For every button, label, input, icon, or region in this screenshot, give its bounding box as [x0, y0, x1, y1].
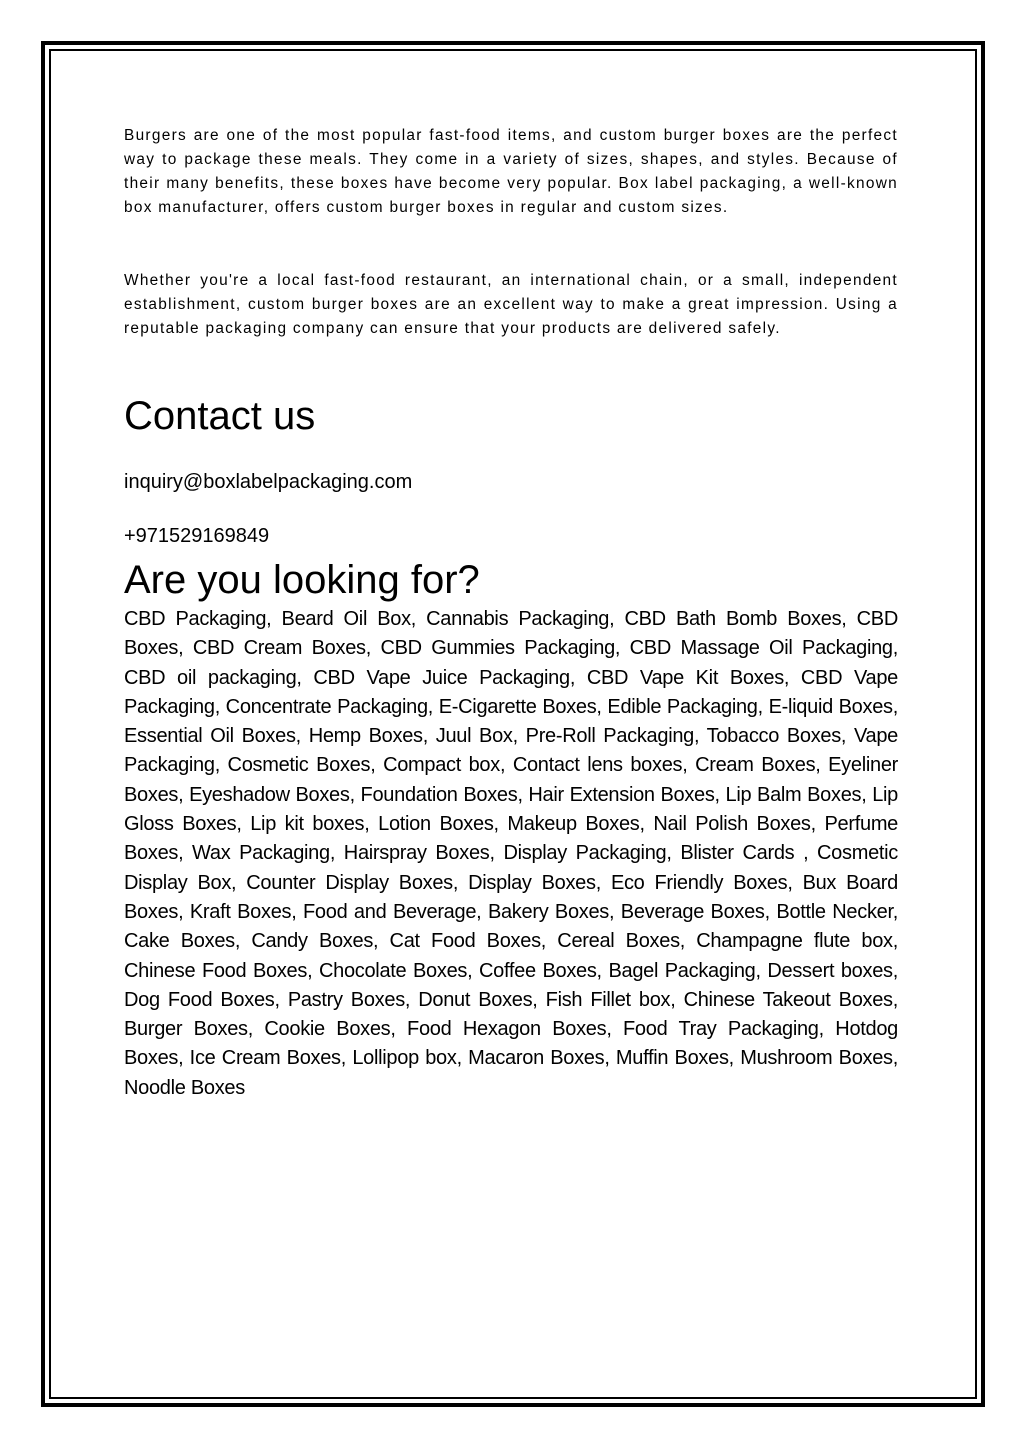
category-list: CBD Packaging, Beard Oil Box, Cannabis Packaging, CBD Bath Bomb Boxes, CBD Boxes, CBD Cream Boxes, CBD Gummies Packaging, CBD Massage Oil Packaging, CBD oil packaging, CBD Vape Juice Packaging, CBD Vape Kit Boxes, CBD Vape Packaging, Concentrate Packaging, E-Cigarette Boxes, Edible Packaging, E-liquid Boxes, Essential Oil Boxes, Hemp Boxes, Juul Box, Pre-Roll Packaging, Tobacco Boxes, Vape Packaging, Cosmetic Boxes, Compact box, Contact lens boxes, Cream Boxes, Eyeliner Boxes, Eyeshadow Boxes, Foundation Boxes, Hair Extension Boxes, Lip Balm Boxes, Lip Gloss Boxes, Lip kit boxes, Lotion Boxes, Makeup Boxes, Nail Polish Boxes, Perfume Boxes, Wax Packaging, Hairspray Boxes, Display Packaging, Blister Cards , Cosmetic Display Box, Counter Display Boxes, Display Boxes, Eco Friendly Boxes, Bux Board Boxes, Kraft Boxes, Food and Beverage, Bakery Boxes, Beverage Boxes, Bottle Necker, Cake Boxes, Candy Boxes, Cat Food Boxes, Cereal Boxes, Champagne flute box, Chinese Food Boxes, Chocolate Boxes, Coffee Boxes, Bagel Packaging, Dessert boxes, Dog Food Boxes, Pastry Boxes, Donut Boxes, Fish Fillet box, Chinese Takeout Boxes, Burger Boxes, Cookie Boxes, Food Hexagon Boxes, Food Tray Packaging, Hotdog Boxes, Ice Cream Boxes, Lollipop box, Macaron Boxes, Muffin Boxes, Mushroom Boxes, Noodle Boxes — [124, 608, 898, 1099]
contact-phone: +971529169849 — [124, 525, 270, 547]
looking-for-heading: Are you looking for? — [124, 558, 480, 602]
intro-paragraph-2: Whether you're a local fast-food restaurant, an international chain, or a small, independent establishment, custom burger boxes are an excellent way to make a great impression. Using a reputable packaging company can ensure that your products are delivered safely. — [124, 272, 898, 337]
contact-heading: Contact us — [124, 394, 316, 438]
intro-paragraph-1: Burgers are one of the most popular fast-food items, and custom burger boxes are the perfect way to package these meals. They come in a variety of sizes, shapes, and styles. Because of their many benefits, these boxes have become very popular. Box label packaging, a well-known box manufacturer, offers custom burger boxes in regular and custom sizes. — [124, 127, 898, 216]
contact-email: inquiry@boxlabelpackaging.com — [124, 471, 413, 493]
